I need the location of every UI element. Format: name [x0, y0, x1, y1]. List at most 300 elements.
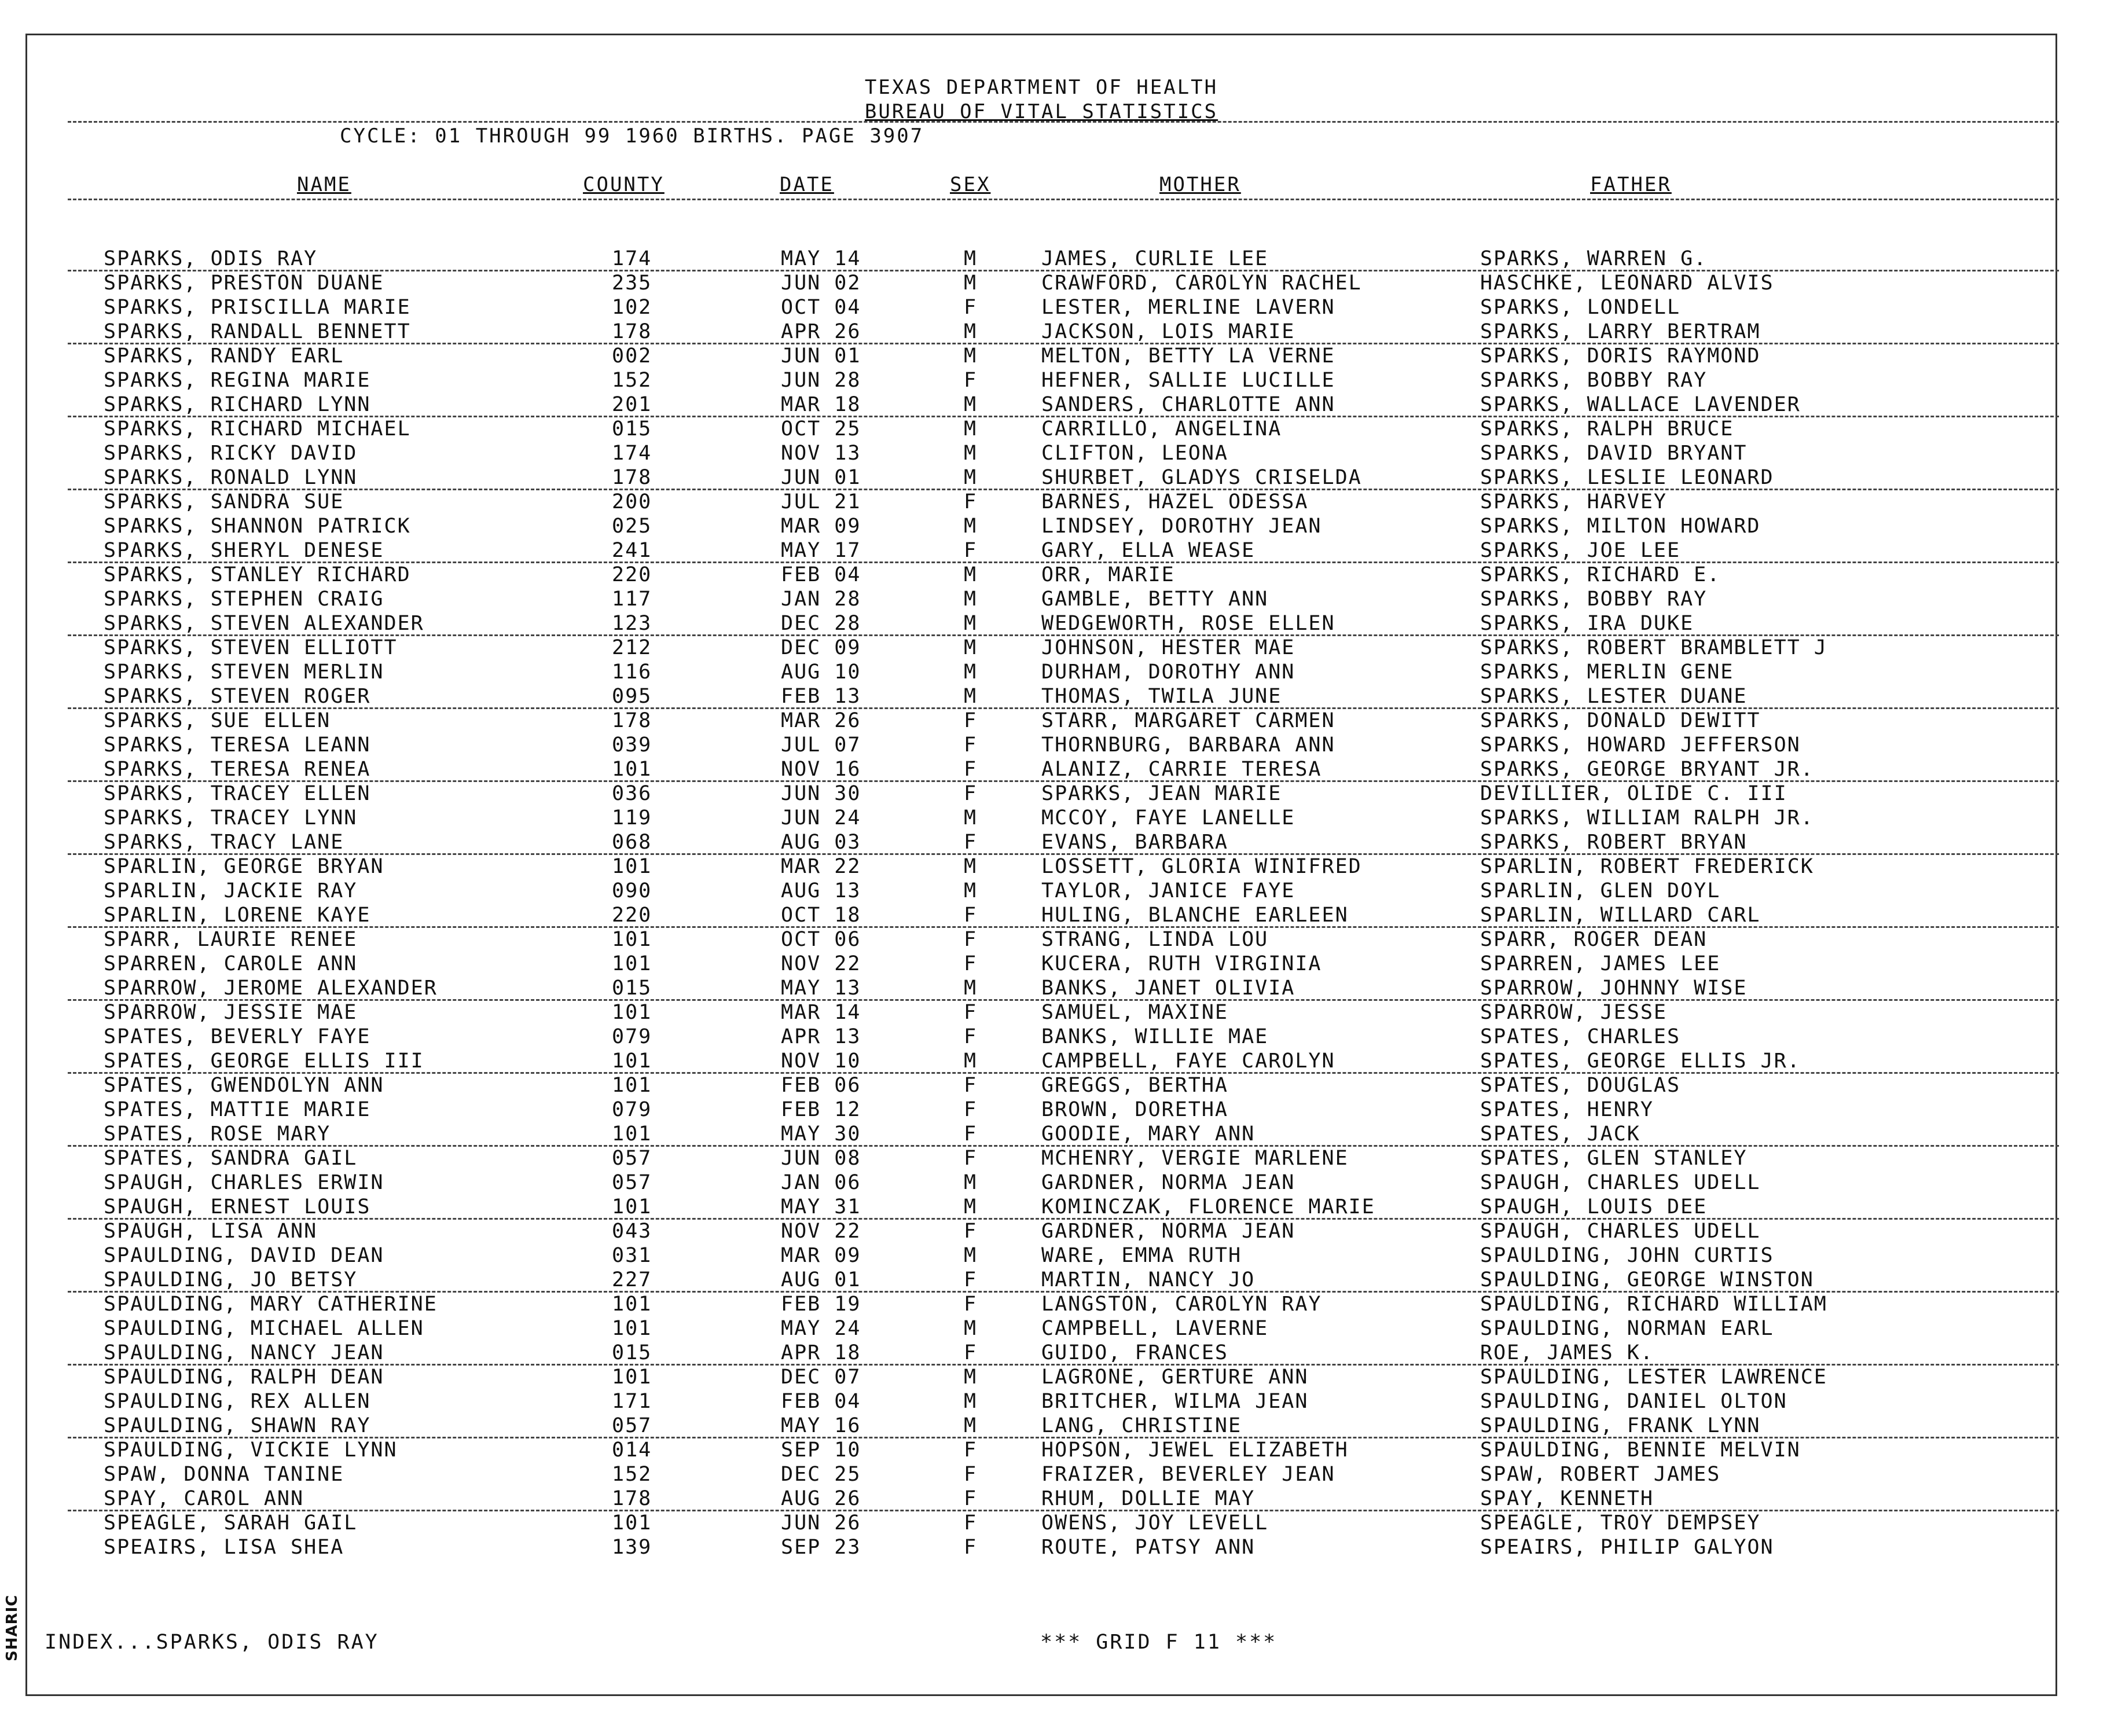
record-name: SPATES, SANDRA GAIL — [104, 1147, 358, 1170]
record-sex: F — [964, 831, 978, 854]
table-row — [27, 611, 2053, 636]
record-name: SPARKS, TRACEY ELLEN — [104, 782, 371, 805]
record-date: FEB 12 — [781, 1098, 861, 1121]
record-sex: F — [964, 904, 978, 927]
record-mother: CAMPBELL, LAVERNE — [1041, 1317, 1269, 1340]
record-sex: M — [964, 1390, 978, 1413]
record-date: NOV 22 — [781, 952, 861, 975]
record-name: SPAULDING, RALPH DEAN — [104, 1366, 384, 1389]
record-name: SPARKS, SANDRA SUE — [104, 490, 344, 513]
side-label: SHARIC — [3, 1594, 21, 1661]
record-father: SPARKS, MERLIN GENE — [1480, 660, 1734, 684]
record-father: SPAULDING, FRANK LYNN — [1480, 1414, 1761, 1437]
record-county: 015 — [612, 417, 652, 441]
record-county: 220 — [612, 563, 652, 586]
table-row — [27, 563, 2053, 587]
record-county: 101 — [612, 1001, 652, 1024]
record-father: SPATES, GEORGE ELLIS JR. — [1480, 1049, 1801, 1073]
record-date: AUG 03 — [781, 831, 861, 854]
record-county: 068 — [612, 831, 652, 854]
record-county: 014 — [612, 1438, 652, 1462]
record-mother: MCHENRY, VERGIE MARLENE — [1041, 1147, 1349, 1170]
record-mother: GARDNER, NORMA JEAN — [1041, 1171, 1295, 1194]
record-mother: ROUTE, PATSY ANN — [1041, 1536, 1256, 1559]
record-sex: M — [964, 660, 978, 684]
table-row — [27, 952, 2053, 976]
table-row — [27, 927, 2053, 952]
record-sex: F — [964, 1147, 978, 1170]
table-row — [27, 684, 2053, 709]
record-date: FEB 13 — [781, 685, 861, 708]
record-county: 220 — [612, 904, 652, 927]
record-date: JUN 01 — [781, 466, 861, 489]
record-county: 101 — [612, 1293, 652, 1316]
record-mother: EVANS, BARBARA — [1041, 831, 1229, 854]
record-name: SPAUGH, CHARLES ERWIN — [104, 1171, 384, 1194]
record-mother: BROWN, DORETHA — [1041, 1098, 1229, 1121]
record-father: HASCHKE, LEONARD ALVIS — [1480, 271, 1774, 295]
table-row — [27, 1462, 2053, 1487]
record-sex: F — [964, 1438, 978, 1462]
record-mother: DURHAM, DOROTHY ANN — [1041, 660, 1295, 684]
record-mother: STRANG, LINDA LOU — [1041, 928, 1269, 951]
record-mother: GREGGS, BERTHA — [1041, 1074, 1229, 1097]
record-sex: F — [964, 1341, 978, 1364]
record-mother: TAYLOR, JANICE FAYE — [1041, 879, 1295, 902]
record-date: DEC 28 — [781, 612, 861, 635]
record-father: SPARKS, HOWARD JEFFERSON — [1480, 733, 1801, 757]
record-sex: M — [964, 855, 978, 878]
record-date: AUG 01 — [781, 1268, 861, 1291]
record-mother: SAMUEL, MAXINE — [1041, 1001, 1229, 1024]
table-row — [27, 806, 2053, 830]
record-mother: THORNBURG, BARBARA ANN — [1041, 733, 1335, 757]
record-father: SPARKS, LESTER DUANE — [1480, 685, 1748, 708]
record-county: 057 — [612, 1171, 652, 1194]
column-header-mother: MOTHER — [1159, 173, 1241, 196]
record-county: 101 — [612, 1317, 652, 1340]
record-date: MAR 09 — [781, 515, 861, 538]
record-sex: F — [964, 1487, 978, 1510]
record-county: 015 — [612, 1341, 652, 1364]
record-name: SPARKS, RICKY DAVID — [104, 442, 358, 465]
table-row — [27, 830, 2053, 854]
record-sex: F — [964, 1511, 978, 1535]
record-name: SPARKS, REGINA MARIE — [104, 369, 371, 392]
table-row — [27, 1438, 2053, 1462]
record-sex: M — [964, 466, 978, 489]
record-date: MAY 30 — [781, 1122, 861, 1146]
record-date: JUN 01 — [781, 344, 861, 368]
record-mother: GARY, ELLA WEASE — [1041, 539, 1256, 562]
record-date: AUG 26 — [781, 1487, 861, 1510]
record-father: SPARKS, MILTON HOWARD — [1480, 515, 1761, 538]
record-sex: F — [964, 1536, 978, 1559]
table-row — [27, 976, 2053, 1000]
record-father: SPARKS, ROBERT BRYAN — [1480, 831, 1748, 854]
record-name: SPARROW, JESSIE MAE — [104, 1001, 358, 1024]
record-date: AUG 13 — [781, 879, 861, 902]
table-row — [27, 441, 2053, 465]
record-county: 015 — [612, 977, 652, 1000]
record-name: SPARKS, SHANNON PATRICK — [104, 515, 411, 538]
column-header-date: DATE — [780, 173, 834, 196]
record-name: SPARKS, PRESTON DUANE — [104, 271, 384, 295]
table-row — [27, 854, 2053, 879]
record-father: SPARLIN, WILLARD CARL — [1480, 904, 1761, 927]
record-date: JUN 08 — [781, 1147, 861, 1170]
record-date: JUN 02 — [781, 271, 861, 295]
record-name: SPARKS, SUE ELLEN — [104, 709, 331, 732]
record-sex: M — [964, 1414, 978, 1437]
table-row — [27, 709, 2053, 733]
record-name: SPATES, BEVERLY FAYE — [104, 1025, 371, 1048]
table-row — [27, 368, 2053, 392]
record-mother: BARNES, HAZEL ODESSA — [1041, 490, 1309, 513]
record-county: 178 — [612, 709, 652, 732]
record-mother: BANKS, JANET OLIVIA — [1041, 977, 1295, 1000]
record-father: SPAUGH, LOUIS DEE — [1480, 1195, 1708, 1218]
record-sex: F — [964, 1293, 978, 1316]
record-county: 043 — [612, 1220, 652, 1243]
record-date: MAR 22 — [781, 855, 861, 878]
record-mother: BRITCHER, WILMA JEAN — [1041, 1390, 1309, 1413]
table-row — [27, 295, 2053, 320]
record-name: SPAULDING, NANCY JEAN — [104, 1341, 384, 1364]
record-county: 174 — [612, 247, 652, 270]
record-mother: ALANIZ, CARRIE TERESA — [1041, 758, 1322, 781]
record-county: 152 — [612, 369, 652, 392]
record-date: JUL 21 — [781, 490, 861, 513]
record-county: 031 — [612, 1244, 652, 1267]
record-date: MAR 09 — [781, 1244, 861, 1267]
record-father: SPEAGLE, TROY DEMPSEY — [1480, 1511, 1761, 1535]
record-sex: F — [964, 782, 978, 805]
record-date: MAR 26 — [781, 709, 861, 732]
record-date: JAN 28 — [781, 588, 861, 611]
record-father: SPARKS, WALLACE LAVENDER — [1480, 393, 1801, 416]
record-mother: CRAWFORD, CAROLYN RACHEL — [1041, 271, 1362, 295]
record-mother: KUCERA, RUTH VIRGINIA — [1041, 952, 1322, 975]
record-name: SPARKS, RANDY EARL — [104, 344, 344, 368]
record-father: SPEAIRS, PHILIP GALYON — [1480, 1536, 1774, 1559]
record-mother: CARRILLO, ANGELINA — [1041, 417, 1282, 441]
record-name: SPEAIRS, LISA SHEA — [104, 1536, 344, 1559]
record-name: SPATES, GWENDOLYN ANN — [104, 1074, 384, 1097]
document-frame — [25, 34, 2057, 1696]
record-date: AUG 10 — [781, 660, 861, 684]
record-mother: JAMES, CURLIE LEE — [1041, 247, 1269, 270]
bureau-title: BUREAU OF VITAL STATISTICS — [864, 100, 1218, 123]
record-father: SPARKS, RALPH BRUCE — [1480, 417, 1734, 441]
record-date: JUN 24 — [781, 806, 861, 830]
record-father: SPARKS, WILLIAM RALPH JR. — [1480, 806, 1814, 830]
record-father: SPATES, GLEN STANLEY — [1480, 1147, 1748, 1170]
record-date: MAY 14 — [781, 247, 861, 270]
record-sex: F — [964, 1098, 978, 1121]
record-sex: F — [964, 1268, 978, 1291]
table-row — [27, 392, 2053, 417]
record-father: SPARROW, JOHNNY WISE — [1480, 977, 1748, 1000]
record-date: NOV 22 — [781, 1220, 861, 1243]
record-mother: MARTIN, NANCY JO — [1041, 1268, 1256, 1291]
record-father: SPARKS, ROBERT BRAMBLETT J — [1480, 636, 1827, 659]
record-father: SPAULDING, JOHN CURTIS — [1480, 1244, 1774, 1267]
record-father: SPAY, KENNETH — [1480, 1487, 1654, 1510]
record-father: SPARR, ROGER DEAN — [1480, 928, 1708, 951]
record-sex: F — [964, 1463, 978, 1486]
record-county: 139 — [612, 1536, 652, 1559]
record-father: SPATES, DOUGLAS — [1480, 1074, 1681, 1097]
record-sex: M — [964, 1049, 978, 1073]
record-name: SPARKS, TRACY LANE — [104, 831, 344, 854]
table-row — [27, 1098, 2053, 1122]
record-name: SPAULDING, MICHAEL ALLEN — [104, 1317, 424, 1340]
record-sex: M — [964, 515, 978, 538]
record-date: JUN 26 — [781, 1511, 861, 1535]
record-mother: BANKS, WILLIE MAE — [1041, 1025, 1269, 1048]
record-sex: F — [964, 539, 978, 562]
record-sex: F — [964, 1001, 978, 1024]
table-row — [27, 733, 2053, 757]
table-row — [27, 1487, 2053, 1511]
record-county: 235 — [612, 271, 652, 295]
record-county: 102 — [612, 296, 652, 319]
record-date: NOV 16 — [781, 758, 861, 781]
record-date: MAY 13 — [781, 977, 861, 1000]
record-father: SPAULDING, BENNIE MELVIN — [1480, 1438, 1801, 1462]
table-row — [27, 1316, 2053, 1341]
record-sex: M — [964, 1195, 978, 1218]
record-date: MAY 17 — [781, 539, 861, 562]
record-sex: M — [964, 442, 978, 465]
record-sex: M — [964, 588, 978, 611]
record-name: SPARKS, TERESA RENEA — [104, 758, 371, 781]
record-sex: M — [964, 685, 978, 708]
table-row — [27, 1535, 2053, 1559]
record-sex: M — [964, 977, 978, 1000]
record-sex: F — [964, 709, 978, 732]
record-name: SPARKS, RONALD LYNN — [104, 466, 358, 489]
record-date: JUL 07 — [781, 733, 861, 757]
table-row — [27, 1511, 2053, 1535]
table-row — [27, 271, 2053, 295]
record-sex: M — [964, 1171, 978, 1194]
column-header-county: COUNTY — [583, 173, 665, 196]
record-mother: OWENS, JOY LEVELL — [1041, 1511, 1269, 1535]
record-date: DEC 25 — [781, 1463, 861, 1486]
record-county: 101 — [612, 928, 652, 951]
record-county: 200 — [612, 490, 652, 513]
record-sex: M — [964, 393, 978, 416]
record-mother: GUIDO, FRANCES — [1041, 1341, 1229, 1364]
table-row — [27, 757, 2053, 781]
record-date: FEB 06 — [781, 1074, 861, 1097]
record-name: SPAUGH, ERNEST LOUIS — [104, 1195, 371, 1218]
record-sex: F — [964, 928, 978, 951]
record-county: 101 — [612, 1122, 652, 1146]
record-mother: LANGSTON, CAROLYN RAY — [1041, 1293, 1322, 1316]
record-name: SPARLIN, JACKIE RAY — [104, 879, 358, 902]
record-county: 057 — [612, 1414, 652, 1437]
table-row — [27, 1389, 2053, 1414]
table-row — [27, 247, 2053, 271]
record-name: SPAULDING, SHAWN RAY — [104, 1414, 371, 1437]
record-county: 212 — [612, 636, 652, 659]
record-father: SPARKS, GEORGE BRYANT JR. — [1480, 758, 1814, 781]
record-date: APR 13 — [781, 1025, 861, 1048]
record-sex: M — [964, 636, 978, 659]
record-sex: M — [964, 271, 978, 295]
record-date: SEP 23 — [781, 1536, 861, 1559]
record-county: 090 — [612, 879, 652, 902]
record-date: OCT 25 — [781, 417, 861, 441]
table-row — [27, 660, 2053, 684]
record-name: SPARKS, SHERYL DENESE — [104, 539, 384, 562]
record-county: 152 — [612, 1463, 652, 1486]
record-sex: F — [964, 1025, 978, 1048]
record-county: 201 — [612, 393, 652, 416]
record-sex: M — [964, 320, 978, 343]
record-date: APR 26 — [781, 320, 861, 343]
record-sex: M — [964, 344, 978, 368]
record-county: 101 — [612, 1049, 652, 1073]
record-father: SPAULDING, RICHARD WILLIAM — [1480, 1293, 1827, 1316]
record-name: SPARKS, STEVEN ELLIOTT — [104, 636, 398, 659]
table-row — [27, 1341, 2053, 1365]
table-row — [27, 1049, 2053, 1073]
table-row — [27, 538, 2053, 563]
record-mother: GOODIE, MARY ANN — [1041, 1122, 1256, 1146]
record-name: SPARR, LAURIE RENEE — [104, 928, 358, 951]
record-father: SPARKS, BOBBY RAY — [1480, 369, 1708, 392]
record-date: MAR 14 — [781, 1001, 861, 1024]
record-father: SPARKS, LONDELL — [1480, 296, 1681, 319]
record-county: 101 — [612, 1511, 652, 1535]
cycle-line: CYCLE: 01 THROUGH 99 1960 BIRTHS. PAGE 3907 — [340, 124, 924, 148]
record-date: NOV 13 — [781, 442, 861, 465]
record-sex: M — [964, 563, 978, 586]
table-row — [27, 1414, 2053, 1438]
table-row — [27, 781, 2053, 806]
record-date: JAN 06 — [781, 1171, 861, 1194]
record-father: SPARKS, HARVEY — [1480, 490, 1668, 513]
record-date: DEC 07 — [781, 1366, 861, 1389]
record-county: 101 — [612, 952, 652, 975]
record-name: SPAY, CAROL ANN — [104, 1487, 304, 1510]
record-date: MAY 16 — [781, 1414, 861, 1437]
table-row — [27, 1195, 2053, 1219]
record-sex: F — [964, 490, 978, 513]
record-father: SPARKS, LESLIE LEONARD — [1480, 466, 1774, 489]
record-county: 119 — [612, 806, 652, 830]
record-name: SPARKS, RANDALL BENNETT — [104, 320, 411, 343]
record-sex: M — [964, 879, 978, 902]
record-father: SPARLIN, GLEN DOYL — [1480, 879, 1721, 902]
table-row — [27, 1025, 2053, 1049]
record-mother: RHUM, DOLLIE MAY — [1041, 1487, 1256, 1510]
record-sex: M — [964, 1244, 978, 1267]
record-name: SPARREN, CAROLE ANN — [104, 952, 358, 975]
record-father: SPARKS, DAVID BRYANT — [1480, 442, 1748, 465]
record-name: SPARKS, RICHARD MICHAEL — [104, 417, 411, 441]
record-mother: LAGRONE, GERTURE ANN — [1041, 1366, 1309, 1389]
table-row — [27, 1292, 2053, 1316]
table-row — [27, 1000, 2053, 1025]
record-mother: GARDNER, NORMA JEAN — [1041, 1220, 1295, 1243]
table-row — [27, 1122, 2053, 1146]
record-date: MAY 24 — [781, 1317, 861, 1340]
record-sex: F — [964, 733, 978, 757]
record-father: SPARLIN, ROBERT FREDERICK — [1480, 855, 1814, 878]
table-row — [27, 1219, 2053, 1243]
record-father: SPAULDING, LESTER LAWRENCE — [1480, 1366, 1827, 1389]
record-mother: SANDERS, CHARLOTTE ANN — [1041, 393, 1335, 416]
table-row — [27, 490, 2053, 514]
record-name: SPATES, ROSE MARY — [104, 1122, 331, 1146]
record-mother: STARR, MARGARET CARMEN — [1041, 709, 1335, 732]
record-sex: M — [964, 612, 978, 635]
record-sex: F — [964, 369, 978, 392]
record-father: SPAUGH, CHARLES UDELL — [1480, 1220, 1761, 1243]
record-county: 079 — [612, 1098, 652, 1121]
table-row — [27, 903, 2053, 927]
record-father: SPAUGH, CHARLES UDELL — [1480, 1171, 1761, 1194]
record-mother: LINDSEY, DOROTHY JEAN — [1041, 515, 1322, 538]
table-row — [27, 344, 2053, 368]
header-divider — [68, 121, 2059, 123]
record-name: SPARLIN, GEORGE BRYAN — [104, 855, 384, 878]
record-county: 123 — [612, 612, 652, 635]
record-name: SPARKS, STEVEN MERLIN — [104, 660, 384, 684]
record-sex: F — [964, 1074, 978, 1097]
record-mother: GAMBLE, BETTY ANN — [1041, 588, 1269, 611]
record-father: SPARKS, LARRY BERTRAM — [1480, 320, 1761, 343]
record-name: SPARKS, STEVEN ROGER — [104, 685, 371, 708]
record-county: 095 — [612, 685, 652, 708]
table-row — [27, 1073, 2053, 1098]
record-mother: HULING, BLANCHE EARLEEN — [1041, 904, 1349, 927]
record-county: 227 — [612, 1268, 652, 1291]
record-name: SPARROW, JEROME ALEXANDER — [104, 977, 438, 1000]
column-header-father: FATHER — [1590, 173, 1672, 196]
record-name: SPARKS, PRISCILLA MARIE — [104, 296, 411, 319]
record-sex: M — [964, 806, 978, 830]
record-mother: KOMINCZAK, FLORENCE MARIE — [1041, 1195, 1375, 1218]
record-county: 057 — [612, 1147, 652, 1170]
record-name: SPARKS, STEVEN ALEXANDER — [104, 612, 424, 635]
table-row — [27, 1170, 2053, 1195]
record-sex: M — [964, 1317, 978, 1340]
record-date: APR 18 — [781, 1341, 861, 1364]
record-father: SPARKS, DONALD DEWITT — [1480, 709, 1761, 732]
record-father: SPAULDING, NORMAN EARL — [1480, 1317, 1774, 1340]
table-row — [27, 1268, 2053, 1292]
table-row — [27, 879, 2053, 903]
table-row — [27, 465, 2053, 490]
column-header-divider — [68, 199, 2059, 200]
record-mother: MELTON, BETTY LA VERNE — [1041, 344, 1335, 368]
record-name: SPARLIN, LORENE KAYE — [104, 904, 371, 927]
record-name: SPAW, DONNA TANINE — [104, 1463, 344, 1486]
record-name: SPAULDING, VICKIE LYNN — [104, 1438, 398, 1462]
record-mother: SHURBET, GLADYS CRISELDA — [1041, 466, 1362, 489]
record-father: SPARREN, JAMES LEE — [1480, 952, 1721, 975]
record-name: SPAULDING, MARY CATHERINE — [104, 1293, 438, 1316]
record-father: SPATES, CHARLES — [1480, 1025, 1681, 1048]
record-county: 178 — [612, 466, 652, 489]
record-mother: JACKSON, LOIS MARIE — [1041, 320, 1295, 343]
